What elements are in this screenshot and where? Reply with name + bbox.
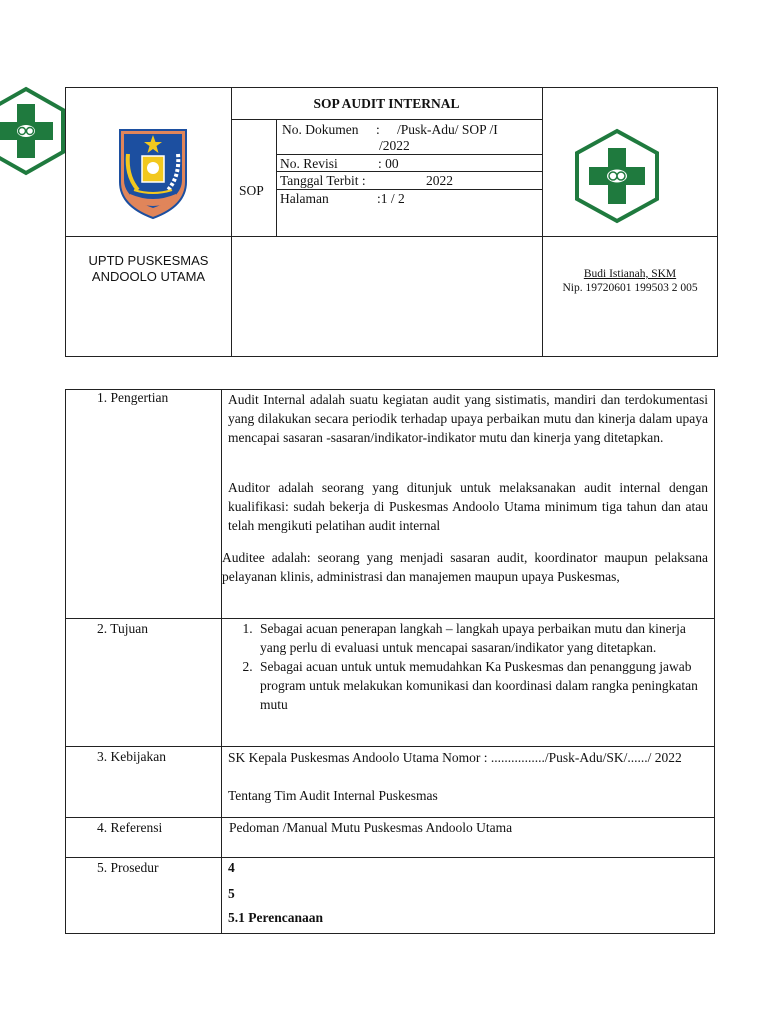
document-title: SOP AUDIT INTERNAL (313, 96, 460, 111)
tujuan-item-2: 2. Sebagai acuan untuk untuk memudahkan Ka Puskesmas dan penanggung jawab program untuk melakukan komunikasi dan koordinasi dalam rangka peningkatan mutu (256, 657, 706, 714)
pengertian-paragraph-2: Auditor adalah seorang yang ditunjuk untuk melaksanakan audit internal dengan kualifikasi: sudah bekerja di Puskesmas Andoolo Utama minimum tiga tahun dan atau telah mengikuti pelatihan audit internal (228, 480, 708, 533)
prosedur-line-1: 4 (228, 860, 235, 875)
referensi-text: Pedoman /Manual Mutu Puskesmas Andoolo Utama (229, 820, 513, 835)
pengertian-paragraph-3: Auditee adalah: seorang yang menjadi sasaran audit, koordinator maupun pelaksana pelayanan klinis, administrasi dan manajemen maupun upaya Puskesmas, (222, 550, 708, 584)
no-revisi-value: : 00 (378, 156, 399, 171)
regency-emblem-icon (114, 124, 192, 222)
puskesmas-logo-corner-icon (0, 86, 66, 176)
no-dokumen-value-1: /Pusk-Adu/ SOP /I (397, 122, 498, 137)
no-dokumen-label: No. Dokumen (282, 122, 359, 137)
organization-name-line2: ANDOOLO UTAMA (91, 269, 206, 284)
content-table (65, 389, 715, 934)
signer-name: Budi Istianah, SKM (583, 268, 677, 280)
section-label-tujuan: 2. Tujuan (97, 621, 149, 636)
section-label-kebijakan: 3. Kebijakan (97, 749, 166, 764)
sop-label: SOP (239, 183, 264, 198)
signer-nip: Nip. 19720601 199503 2 005 (562, 282, 698, 294)
section-label-referensi: 4. Referensi (97, 820, 163, 835)
section-label-pengertian: 1. Pengertian (97, 390, 169, 405)
kebijakan-line-1 (228, 748, 708, 767)
prosedur-subheading: 5.1 Perencanaan (228, 910, 323, 925)
prosedur-line-2: 5 (228, 886, 235, 901)
tujuan-item-1: 1. Sebagai acuan penerapan langkah – langkah upaya perbaikan mutu dan kinerja yang perlu di evaluasi untuk mencapai sasaran/indikator yang ditetapkan. (256, 619, 706, 657)
halaman-value: :1 / 2 (377, 191, 405, 206)
no-revisi-label: No. Revisi (280, 156, 338, 171)
tanggal-terbit-value: 2022 (426, 173, 453, 188)
organization-name-line1: UPTD PUSKESMAS (88, 253, 209, 268)
halaman-label: Halaman (280, 191, 329, 206)
tujuan-list (228, 619, 706, 714)
no-dokumen-separator: : (376, 122, 380, 137)
pengertian-paragraph-1: Audit Internal adalah suatu kegiatan audit yang sistimatis, mandiri dan terdokumentasi yang dilakukan secara periodik terhadap upaya perbaikan mutu dan kinerja dalam upaya mencapai sasaran -sasaran/indikator-indikator mutu dan kinerja yang ditetapkan. (228, 392, 708, 445)
header-table (65, 87, 718, 357)
tanggal-terbit-label: Tanggal Terbit : (280, 173, 366, 188)
no-dokumen-value-2: /2022 (379, 138, 410, 153)
kebijakan-sk-text: SK Kepala Puskesmas Andoolo Utama Nomor : ................/Pusk-Adu/SK/....../ 2022 (228, 750, 682, 765)
puskesmas-logo-icon (573, 128, 661, 224)
kebijakan-line-2: Tentang Tim Audit Internal Puskesmas (228, 788, 438, 803)
section-label-prosedur: 5. Prosedur (97, 860, 159, 875)
